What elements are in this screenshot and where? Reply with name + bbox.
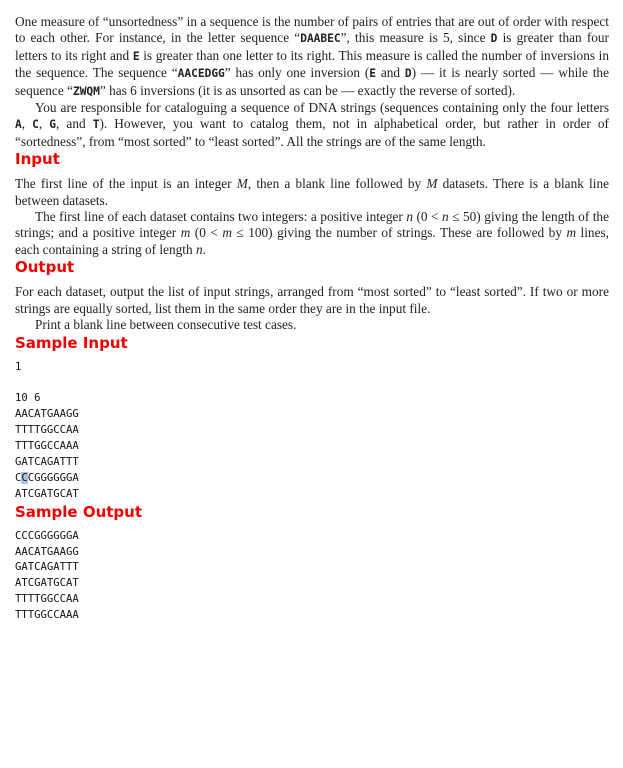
text: ) — it is nearly sorted — while the sequence “: [15, 65, 609, 98]
text: is greater than four letters to its right and: [15, 30, 609, 63]
text: ,: [38, 116, 50, 132]
input-paragraph-1: [15, 176, 609, 209]
output-description: [15, 284, 609, 333]
code-text: D: [404, 67, 412, 81]
output-heading: Output: [15, 258, 75, 277]
text: One measure of “unsortedness” in a sequence is the number of pairs of entries that are out of order with respect to each other. For instance, in the letter sequence “: [15, 14, 609, 46]
text: ” has only one inversion (: [224, 65, 370, 81]
code-line: 1: [15, 360, 22, 373]
code-text: T: [92, 118, 100, 132]
text: ” has 6 inversions (it is as unsorted as can be — exactly the reverse of sorted).: [99, 82, 516, 98]
output-paragraph-2: Print a blank line between consecutive test cases.: [35, 317, 297, 333]
math-variable: M: [236, 176, 248, 192]
text: ≤ 50) giving the length of the strings; and a positive integer: [15, 209, 609, 241]
text: (0 <: [190, 225, 223, 241]
math-variable: n: [442, 209, 449, 225]
sample-output-heading: Sample Output: [15, 502, 143, 521]
code-text: A: [15, 118, 22, 132]
code-line: GATCAGATTT: [15, 455, 79, 468]
code-line: AACATGAAGG: [15, 408, 79, 421]
text: and: [376, 65, 405, 81]
math-variable: m: [180, 225, 191, 241]
text: , and: [56, 116, 93, 132]
text: You are responsible for cataloguing a sequence of DNA strings (sequences containing only the four letters: [35, 100, 609, 116]
code-line: CCCGGGGGGA: [15, 529, 79, 542]
math-variable: n: [406, 209, 413, 225]
sample-input-heading: Sample Input: [15, 333, 128, 352]
code-line: 10 6: [15, 392, 41, 405]
code-text: C: [32, 118, 39, 132]
math-variable: M: [426, 176, 438, 192]
text-selection-highlight[interactable]: C: [21, 471, 28, 484]
sample-output-block[interactable]: [15, 529, 609, 624]
code-text: CGGGGGGA: [27, 471, 79, 484]
code-line: GATCAGATTT: [15, 561, 79, 574]
problem-statement: [15, 14, 609, 624]
intro-paragraph-1: [15, 14, 609, 100]
code-line: TTTTGGCCAA: [15, 424, 79, 437]
code-line: [15, 375, 609, 391]
math-variable: n: [195, 241, 203, 257]
text: datasets. There is a blank line between datasets.: [15, 176, 609, 208]
intro-paragraph-2: [15, 100, 609, 150]
code-text: C: [15, 471, 22, 484]
text: ≤ 100) giving the number of strings. These are followed by: [231, 225, 567, 241]
code-text: AACEDGG: [177, 67, 225, 81]
input-description: [15, 176, 609, 258]
text: ,: [21, 116, 33, 132]
text: ”, this measure is 5, since: [340, 30, 491, 46]
math-variable: m: [566, 225, 577, 241]
math-variable: m: [222, 225, 232, 241]
text: lines, each containing a string of length: [15, 225, 609, 257]
text: (0 <: [412, 209, 443, 225]
code-text: DAABEC: [300, 32, 341, 46]
output-paragraph-1: For each dataset, output the list of input strings, arranged from “most sorted” to “least sorted”. If two or more strings are equally sorted, list them in the same order they are in the input file.: [15, 284, 609, 316]
input-paragraph-2: [15, 209, 609, 258]
code-line: TTTGGCCAAA: [15, 609, 79, 622]
code-line: TTTGGCCAAA: [15, 440, 79, 453]
code-line: ATCGATGCAT: [15, 487, 79, 500]
text: is greater than one letter to its right. This measure is called the number of inversions in the sequence. The sequence “: [15, 47, 609, 81]
code-text: ZWQM: [72, 84, 100, 98]
text: The first line of the input is an integer: [15, 176, 237, 192]
text: .: [202, 241, 206, 257]
code-line: TTTTGGCCAA: [15, 593, 79, 606]
text: , then a blank line followed by: [247, 176, 427, 192]
code-line: AACATGAAGG: [15, 545, 79, 558]
sample-input-block[interactable]: [15, 360, 609, 503]
code-line: ATCGATGCAT: [15, 577, 79, 590]
code-text: E: [132, 49, 140, 63]
input-heading: Input: [15, 150, 60, 169]
code-text: G: [49, 118, 57, 132]
code-text: D: [490, 32, 498, 46]
text: The first line of each dataset contains two integers: a positive integer: [35, 209, 407, 225]
text: ). However, you want to catalog them, not in alphabetical order, but rather in order of “sortedness”, from “most sorted” to “least sorted”. All the strings are of the same length.: [15, 116, 609, 149]
code-text: E: [369, 67, 377, 81]
code-line-with-selection: [15, 471, 609, 487]
